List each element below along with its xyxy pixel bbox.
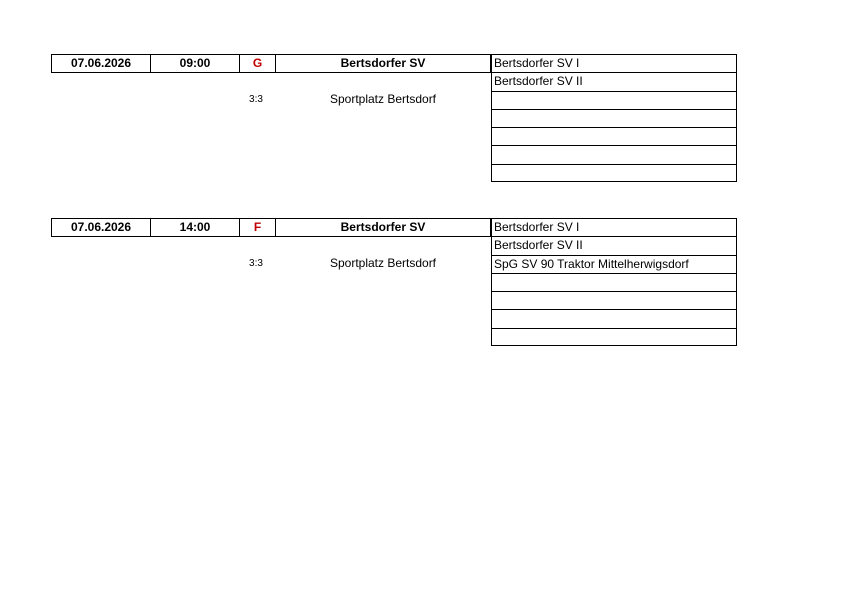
fixture-time: 14:00 bbox=[150, 218, 239, 237]
team-slot bbox=[491, 109, 737, 127]
team-slot: Bertsdorfer SV II bbox=[491, 236, 737, 254]
team-slot bbox=[491, 273, 737, 291]
fixture-group: F bbox=[239, 218, 275, 237]
fixture-venue: Sportplatz Bertsdorf bbox=[329, 92, 437, 106]
team-slot: Bertsdorfer SV I bbox=[491, 218, 737, 236]
fixture-mode: 3:3 bbox=[249, 94, 263, 105]
fixture-host: Bertsdorfer SV bbox=[275, 218, 491, 237]
team-list bbox=[491, 218, 737, 346]
fixture-header-row bbox=[51, 218, 491, 237]
team-slot: Bertsdorfer SV II bbox=[491, 72, 737, 90]
team-slot bbox=[491, 164, 737, 182]
team-list bbox=[491, 54, 737, 182]
fixture-venue: Sportplatz Bertsdorf bbox=[329, 256, 437, 270]
team-slot bbox=[491, 145, 737, 163]
fixture-time: 09:00 bbox=[150, 54, 239, 73]
team-slot bbox=[491, 328, 737, 346]
fixture-group: G bbox=[239, 54, 275, 73]
fixture-host: Bertsdorfer SV bbox=[275, 54, 491, 73]
team-slot bbox=[491, 127, 737, 145]
team-slot: SpG SV 90 Traktor Mittelherwigsdorf bbox=[491, 255, 737, 273]
team-slot: Bertsdorfer SV I bbox=[491, 54, 737, 72]
fixture-mode: 3:3 bbox=[249, 258, 263, 269]
fixture-date: 07.06.2026 bbox=[51, 218, 150, 237]
fixture-date: 07.06.2026 bbox=[51, 54, 150, 73]
team-slot bbox=[491, 291, 737, 309]
fixture-header-row bbox=[51, 54, 491, 73]
team-slot bbox=[491, 309, 737, 327]
team-slot bbox=[491, 91, 737, 109]
